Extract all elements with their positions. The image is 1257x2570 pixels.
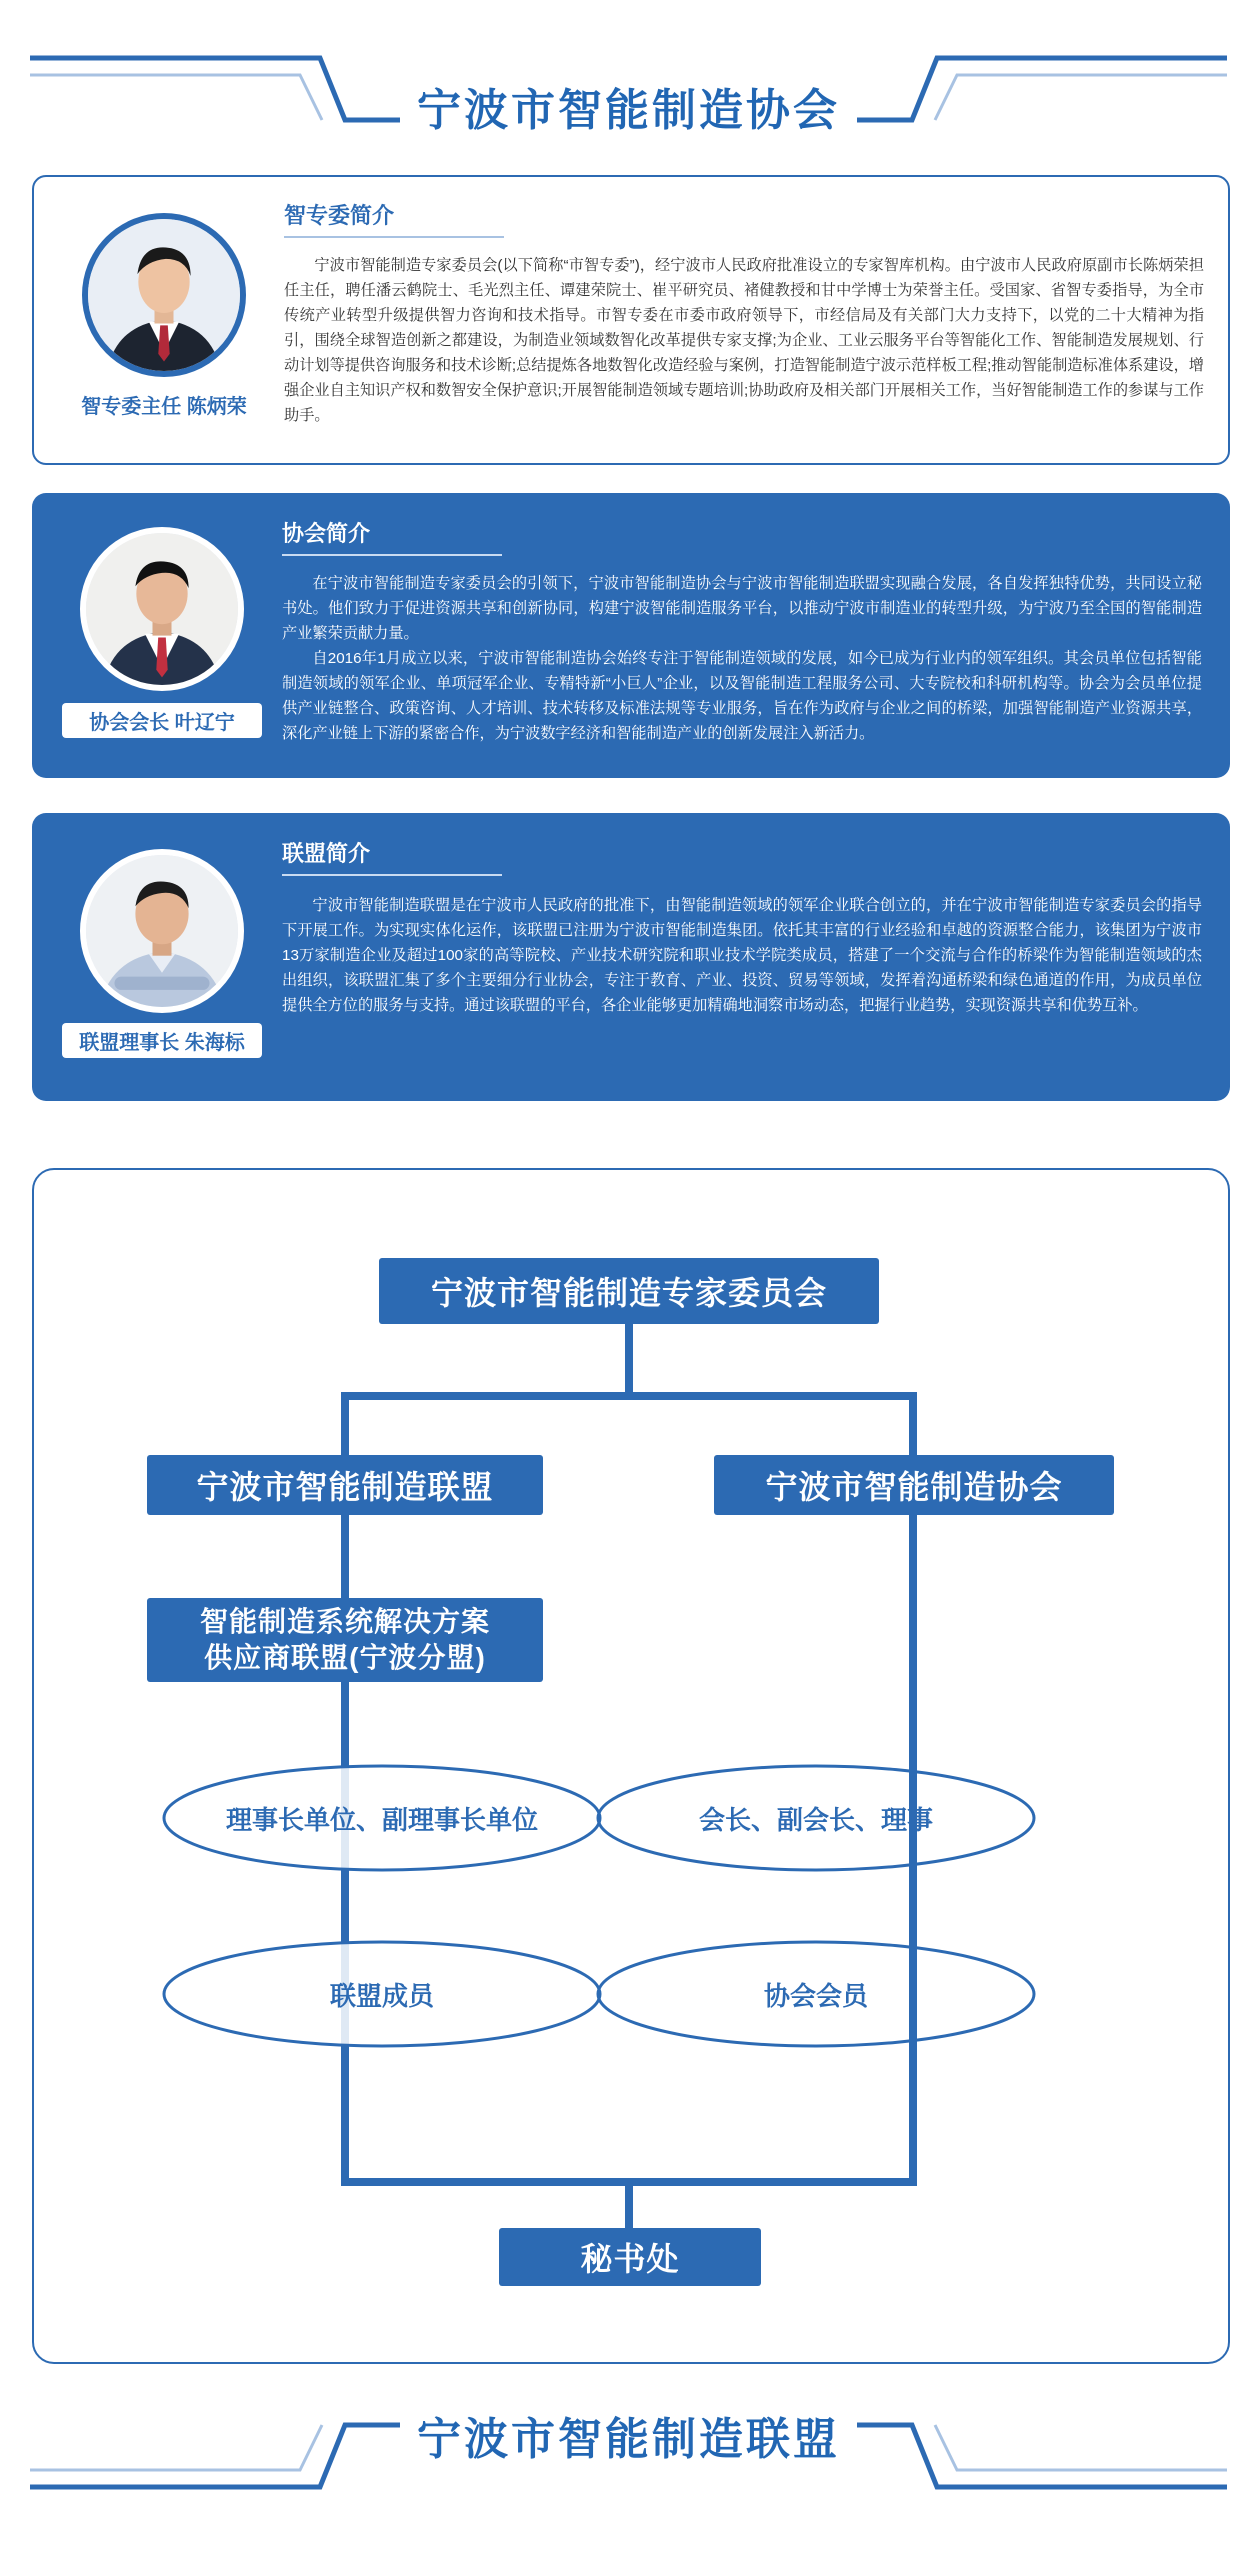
org-box-alliance: 宁波市智能制造联盟: [147, 1455, 543, 1515]
portrait-director: [82, 213, 246, 377]
paragraph: 在宁波市智能制造专家委员会的引领下，宁波市智能制造协会与宁波市智能制造联盟实现融合发展，各自发挥独特优势，共同设立秘书处。他们致力于促进资源共享和创新协同，构建宁波智能制造服务平台，以推动宁波市制造业的转型升级，为宁波乃至全国的智能制造产业繁荣贡献力量。: [282, 575, 1202, 642]
org-chart-frame: [32, 1168, 1230, 2364]
label-alliance-members: 联盟成员: [329, 1980, 434, 2011]
org-box-solution-alliance: [147, 1598, 543, 1682]
heading-expert-committee: 智专委简介: [284, 199, 504, 238]
card-expert-committee: [32, 175, 1230, 465]
org-box-line: 智能制造系统解决方案: [199, 1606, 490, 1637]
paragraph: 宁波市智能制造专家委员会(以下简称“市智专委”)，经宁波市人民政府批准设立的专家智库机构。由宁波市人民政府原副市长陈炳荣担任主任，聘任潘云鹤院士、毛光烈主任、谭建荣院士、崔平研究员、褚健教授和甘中学博士为荣誉主任。受国家、省智专委指导，为全市传统产业转型升级提供智力咨询和技术指导。市智专委在市委市政府领导下，市经信局及有关部门大力支持下，以党的二十大精神为指引，围绕全球智造创新之都建设，为制造业领域数智化改革提供专家支撑;为企业、工业云服务平台等智能化工作、智能制造发展规划、行动计划等提供咨询服务和技术诊断;总结提炼各地数智化改造经验与案例，打造智能制造宁波示范样板工程;推动智能制造标准体系建设，增强企业自主知识产权和数智安全保护意识;开展智能制造领域专题培训;协助政府及相关部门开展相关工作，当好智能制造工作的参谋与工作助手。: [284, 257, 1204, 424]
person-photo-icon: [86, 533, 238, 685]
text-alliance: [282, 893, 1202, 1018]
person-photo-icon: [86, 855, 238, 1007]
caption-chairman: 联盟理事长 朱海标: [62, 1023, 262, 1058]
paragraph: 自2016年1月成立以来，宁波市智能制造协会始终专注于智能制造领域的发展，如今已成为行业内的领军组织。其会员单位包括智能制造领域的领军企业、单项冠军企业、专精特新“小巨人”企业，以及智能制造工程服务公司、大专院校和科研机构等。协会为会员单位提供产业链整合、政策咨询、人才培训、技术转移及标准法规等专业服务，旨在作为政府与企业之间的桥梁，加强智能制造产业资源共享，深化产业链上下游的紧密合作，为宁波数字经济和智能制造产业的创新发展注入新活力。: [282, 650, 1202, 742]
org-box-association: 宁波市智能制造协会: [714, 1455, 1114, 1515]
label-association-leaders: 会长、副会长、理事: [698, 1804, 933, 1835]
portrait-chairman: [80, 849, 244, 1013]
text-expert-committee: [284, 253, 1204, 428]
card-alliance: [32, 813, 1230, 1101]
header-title: 宁波市智能制造协会: [417, 86, 840, 135]
portrait-president: [80, 527, 244, 691]
paragraph: 宁波市智能制造联盟是在宁波市人民政府的批准下，由智能制造领域的领军企业联合创立的，并在宁波市智能制造专家委员会的指导下开展工作。为实现实体化运作，该联盟已注册为宁波市智能制造集团。依托其丰富的行业经验和卓越的资源整合能力，该集团为宁波市13万家制造企业及超过100家的高等院校、产业技术研究院和职业技术学院类成员，搭建了一个交流与合作的桥梁作为智能制造领域的杰出组织，该联盟汇集了多个主要细分行业协会，专注于教育、产业、投资、贸易等领域，发挥着沟通桥梁和绿色通道的作用，为成员单位提供全方位的服务与支持。通过该联盟的平台，各企业能够更加精确地洞察市场动态，把握行业趋势，实现资源共享和优势互补。: [282, 897, 1202, 1014]
heading-association: 协会简介: [282, 517, 502, 556]
caption-president: 协会会长 叶辽宁: [62, 703, 262, 738]
label-association-members: 协会会员: [763, 1980, 868, 2011]
org-box-secretariat: 秘书处: [499, 2228, 761, 2286]
footer-banner: [0, 2395, 1257, 2505]
heading-alliance: 联盟简介: [282, 837, 502, 876]
header-banner: [0, 40, 1257, 150]
label-council-units: 理事长单位、副理事长单位: [225, 1804, 538, 1835]
org-box-expert-committee: 宁波市智能制造专家委员会: [379, 1258, 879, 1324]
text-association: [282, 571, 1202, 746]
person-photo-icon: [88, 219, 240, 371]
org-box-line: 供应商联盟(宁波分盟): [204, 1642, 486, 1673]
card-association: [32, 493, 1230, 778]
footer-title: 宁波市智能制造联盟: [417, 2415, 840, 2464]
caption-director: 智专委主任 陈炳荣: [81, 396, 247, 418]
